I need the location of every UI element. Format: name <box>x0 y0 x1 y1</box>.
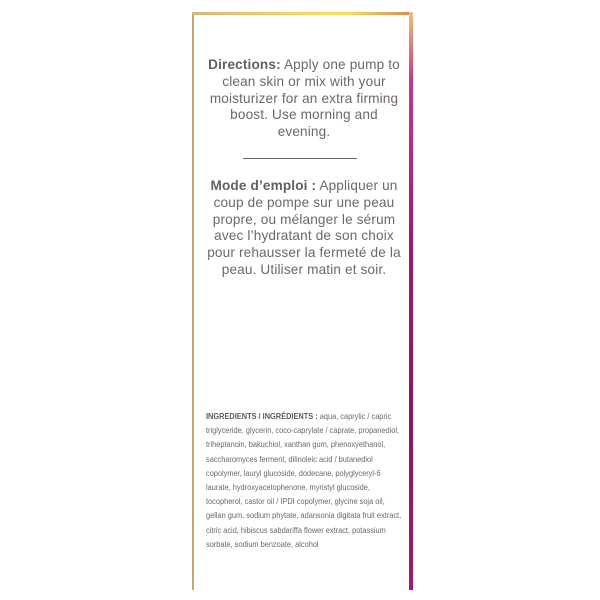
directions-text: Apply one pump to clean skin or mix with your moisturizer for an extra firming boost. Use morning and evening. <box>209 57 400 140</box>
gold-top-edge <box>192 12 413 15</box>
section-divider <box>243 158 357 159</box>
ingredients-text: aqua, caprylic / capric triglyceride, glycerin, coco-caprylate / caprate, propanediol, triheptanoin, bakuchiol, xanthan gum, phenoxyethanol, saccharomyces ferment, dilinoleic acid / butanediol copolymer, lauryl glucoside, dodecane, polyglyceryl-6 laurate, hydroxyacetophenone, myristyl glucoside, tocopherol, castor oil / IPDI copolymer, glycine soja oil, gellan gum, sodium phytate, adansonia digitata fruit extract, citric acid, hibiscus sabdariffa flower extract, potassium sorbate, sodium benzoate, alcohol <box>206 411 402 549</box>
mode-emploi-label: Mode d’emploi : <box>210 178 317 193</box>
magenta-side-edge <box>409 12 413 590</box>
directions-block <box>206 57 402 141</box>
directions-label: Directions: <box>208 57 281 72</box>
ingredients-label: INGREDIENTS / INGRÉDIENTS : <box>206 411 318 421</box>
mode-emploi-text: Appliquer un coup de pompe sur une peau propre, ou mélanger le sérum avec l’hydratant de son choix pour rehausser la fermeté de la peau. Utiliser matin et soir. <box>207 178 401 277</box>
mode-emploi-block <box>206 178 402 279</box>
ingredients-block <box>206 409 404 551</box>
